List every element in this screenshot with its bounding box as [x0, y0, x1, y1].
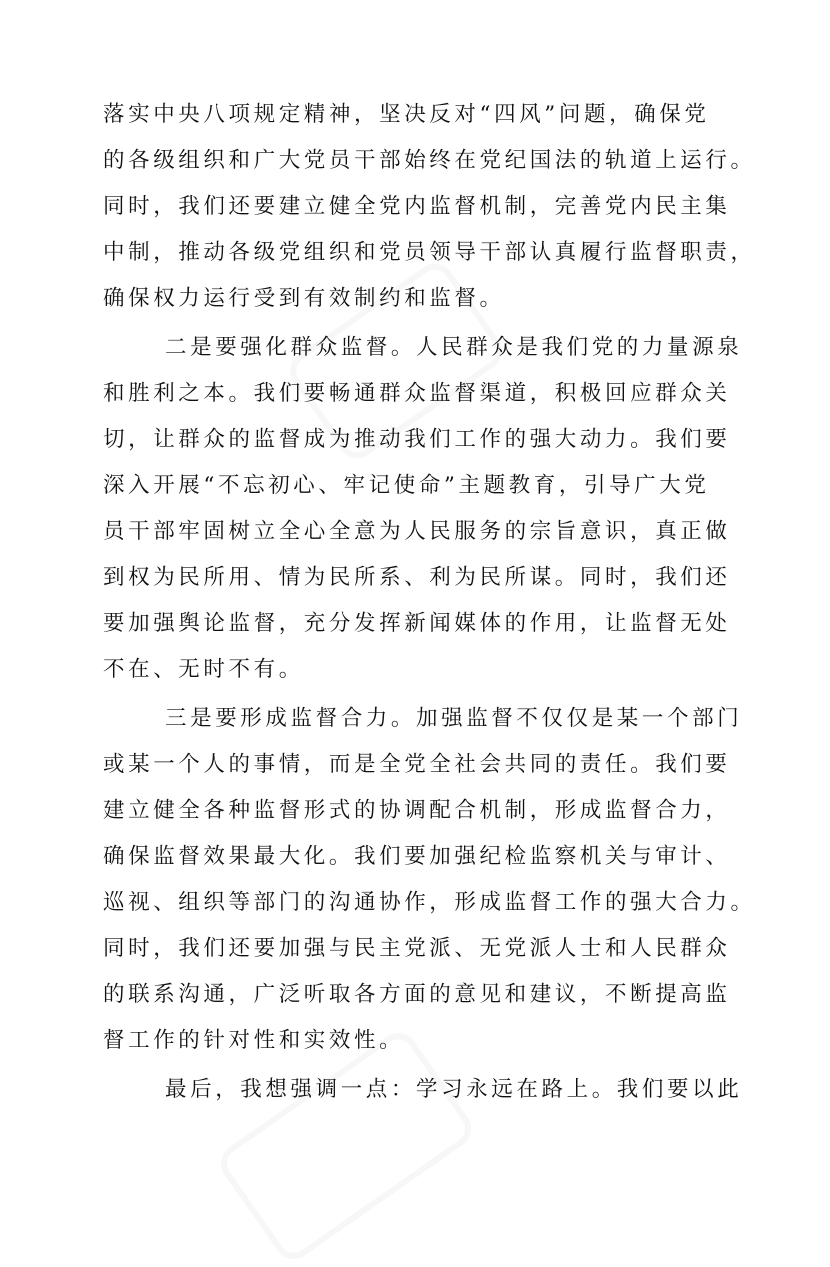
- text-line: 确保监督效果最大化。我们要加强纪检监察机关与审计、: [103, 844, 731, 869]
- paragraph-first-line: 三是要形成监督合力。加强监督不仅仅是某一个部门: [165, 706, 743, 731]
- text-line: 同时，我们还要加强与民主党派、无党派人士和人民群众: [103, 936, 731, 961]
- watermark-stamp: [213, 1025, 479, 1266]
- text-line: 或某一个人的事情，而是全党全社会共同的责任。我们要: [103, 752, 731, 777]
- text-line: 到权为民所用、情为民所系、利为民所谋。同时，我们还: [103, 565, 731, 590]
- text-line: 的联系沟通，广泛听取各方面的意见和建议，不断提高监: [103, 982, 731, 1007]
- paragraph-first-line: 最后，我想强调一点：学习永远在路上。我们要以此: [165, 1077, 743, 1102]
- text-line: 员干部牢固树立全心全意为人民服务的宗旨意识，真正做: [103, 519, 731, 544]
- text-line: 要加强舆论监督，充分发挥新闻媒体的作用，让监督无处: [103, 611, 731, 636]
- text-line: 建立健全各种监督形式的协调配合机制，形成监督合力，: [103, 798, 731, 823]
- text-line: 中制，推动各级党组织和党员领导干部认真履行监督职责，: [103, 240, 756, 265]
- text-line: 不在、无时不有。: [103, 657, 304, 682]
- text-line: 落实中央八项规定精神，坚决反对“四风”问题，确保党: [103, 102, 710, 127]
- text-line: 确保权力运行受到有效制约和监督。: [103, 286, 505, 311]
- text-line: 的各级组织和广大党员干部始终在党纪国法的轨道上运行。: [103, 148, 756, 173]
- text-line: 和胜利之本。我们要畅通群众监督渠道，积极回应群众关: [103, 381, 731, 406]
- text-line: 同时，我们还要建立健全党内监督机制，完善党内民主集: [103, 194, 731, 219]
- text-line: 督工作的针对性和实效性。: [103, 1028, 405, 1053]
- text-line: 巡视、组织等部门的沟通协作，形成监督工作的强大合力。: [103, 890, 756, 915]
- text-line: 切，让群众的监督成为推动我们工作的强大动力。我们要: [103, 427, 731, 452]
- paragraph-first-line: 二是要强化群众监督。人民群众是我们党的力量源泉: [165, 335, 743, 360]
- text-line: 深入开展“不忘初心、牢记使命”主题教育，引导广大党: [103, 473, 710, 498]
